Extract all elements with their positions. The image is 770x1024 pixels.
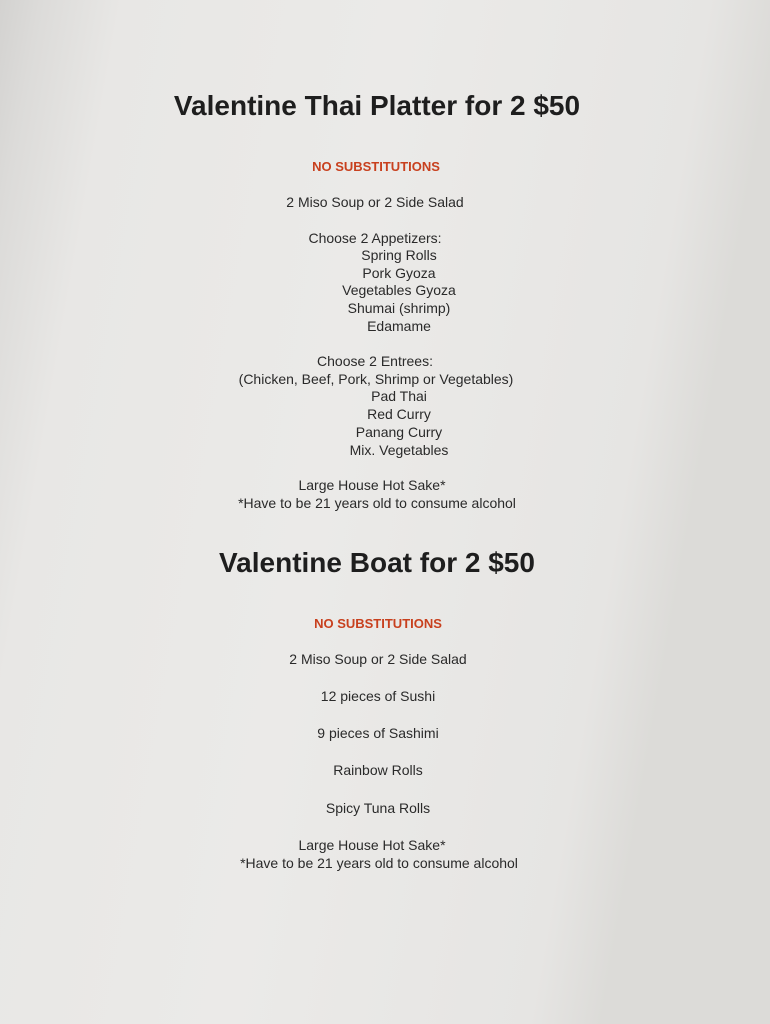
appetizer-item: Spring Rolls — [361, 247, 437, 263]
boat-item: 9 pieces of Sashimi — [317, 725, 439, 741]
boat-starter: 2 Miso Soup or 2 Side Salad — [289, 651, 467, 667]
appetizer-item: Vegetables Gyoza — [342, 282, 456, 298]
appetizer-item: Shumai (shrimp) — [347, 300, 451, 316]
entrees-proteins: (Chicken, Beef, Pork, Shrimp or Vegetables) — [238, 371, 514, 387]
thai-platter-drink: Large House Hot Sake* — [298, 477, 446, 493]
entree-item: Panang Curry — [355, 424, 443, 440]
boat-drink: Large House Hot Sake* — [298, 837, 446, 853]
appetizer-item: Edamame — [367, 318, 431, 334]
entrees-heading: Choose 2 Entrees: — [317, 353, 433, 369]
boat-notice: NO SUBSTITUTIONS — [314, 616, 442, 631]
boat-item: Spicy Tuna Rolls — [325, 800, 431, 816]
appetizer-item: Pork Gyoza — [362, 265, 436, 281]
thai-platter-title: Valentine Thai Platter for 2 $50 — [173, 90, 581, 121]
entree-item: Red Curry — [367, 406, 431, 422]
boat-drink-note: *Have to be 21 years old to consume alcohol — [240, 855, 518, 871]
boat-item: 12 pieces of Sushi — [320, 688, 436, 704]
thai-platter-starter: 2 Miso Soup or 2 Side Salad — [286, 194, 464, 210]
thai-platter-drink-note: *Have to be 21 years old to consume alcohol — [238, 495, 516, 511]
entree-item: Pad Thai — [371, 388, 427, 404]
boat-item: Rainbow Rolls — [333, 762, 423, 778]
boat-title: Valentine Boat for 2 $50 — [219, 547, 535, 578]
entree-item: Mix. Vegetables — [349, 442, 449, 458]
appetizers-heading: Choose 2 Appetizers: — [308, 230, 442, 246]
thai-platter-notice: NO SUBSTITUTIONS — [312, 159, 440, 174]
